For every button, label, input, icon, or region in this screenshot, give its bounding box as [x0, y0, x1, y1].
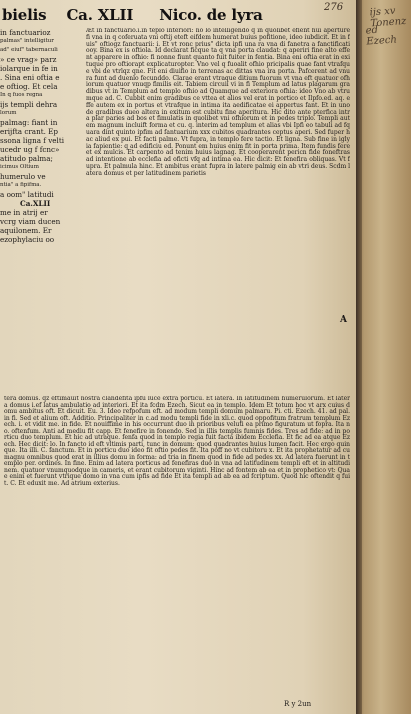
running-head-right: Nico. de lyra	[159, 6, 263, 24]
running-head-left: bielis	[2, 6, 47, 24]
commentary-text: Æt in fanctuario.i.in teplo interiori: no lo intelligendo q in quolibet eflent hui aperture fi vna in q coferuata vni oftij eteft eifdem humerat buius pofitione, ideo iubdicit. Et in fuis" oftiogz fanctuarii: i. Et vt ronc prius" dicta ipfi una ra vna di fanetra a fanctificatiooy. Bina ex is oftiola. Id declarat ficque ta q vna porta claudat: q aperiri fine alto effent apparere in ofhio: fi nonne fiunt quanto fuit fuiter in fentia. Bina eni oftia erat in exituque pro oftiorapt explicaturopter. Vno vel q fuoalit ofhio pricipalis quae fant vtrafque vbi de vtrlqz qne. Fit eni diuifio in terrenas ac dittas vna ira porta. Pafcerent ad vnu ra funt ad duenlo fecunddo. Clarae erant vtraque ditium fuorum vt vna eft quatuor ofhiorum quatuor vnuqp fimilis eit. Tabiem circuii vi in fi Templum ad latus plagarum gradibus vt in Templum ad templo ofhio ad Quamque ad exteriora ofhia: ideo Vno ab vtrumque ad. C. Cubbit enim gradibus ce vttea et alios vel erat in portico et Ilpfo.ed. aq. effe autem ex in portus et vtrafque in intima ita aedificatae ei appertus fant. Et in uno de gradibus dueo altera in exitum est cubitu fine aperitura. Hic dito ante pterfica intra plar paries ad bos et fimulatis in quolibet vni ofhiorum et in pedes triplo. Templi autem magnum incluift forma et cu. q. interim ad templum et alias vbi Ipfi eo tabuli ad fquara dint quinto ipfim ad fantuarium xxx cubitos quadrantes ceptus aperi. Sed fuper hac aliud ex pui. Et facti palme. Vt fupra, in templo fere tactio. Et ligna. Sub fine in iglyia fapientie: q ad edificiu ed. Ponunt em huius enim fit in porta prima. Item fundis fere et ex mulcis. Et carpento ad tenim huius lagnag. Et cooperarent pericn fide foneftras ad intentione ab ecclefia ad oficti vfq ad intima ea. Hic dicit: Et fenefira obliquas. Vt fupra. Et palmula hinc. Et ambitus erant fupra in latere palmig ein ab vtri deus. Scdm latera domus et per latitudinem parietis	[86, 28, 350, 177]
gloss-line: humerulo ve	[0, 172, 46, 181]
gloss-line: » ce vrag» parz	[0, 55, 57, 64]
side-mark: A	[340, 315, 347, 325]
commentary-column	[86, 28, 350, 396]
catchword: R y 2un	[284, 700, 312, 708]
gloss-line: icimus Oltium	[0, 164, 39, 170]
gutter-shadow	[356, 0, 362, 714]
gloss-line: me in atrij er	[0, 208, 48, 217]
gloss-line: aquilonem. Er	[0, 226, 52, 235]
gloss-line: e oftiog. Et cela	[0, 82, 58, 91]
gloss-line: lorum	[0, 110, 17, 116]
gloss-line: ssona ligna f velti	[0, 136, 65, 145]
gloss-line: ucedr ug f fcnc»	[0, 145, 60, 154]
gloss-line: Ca.XLII	[20, 199, 51, 208]
additio-section	[4, 396, 350, 696]
gloss-line: atitudo palma;	[0, 154, 53, 163]
facing-page-edge	[356, 0, 411, 714]
gloss-line: . Sina eni oftia e	[0, 73, 60, 82]
gloss-line: iolarque in fe in	[0, 64, 58, 73]
gloss-line: palmas" intelligitur	[0, 38, 54, 44]
gloss-line: ad" eiuf" tabernaculi	[0, 47, 58, 53]
folio-number: 276	[324, 2, 344, 13]
gloss-line: in fanctuarioz	[0, 28, 51, 37]
running-head-chapter: Ca. XLII	[66, 6, 134, 24]
gloss-line: a oom" latitudi	[0, 190, 54, 199]
gloss-line: In q fuos regna	[0, 92, 43, 98]
additio-text: tera domus. qz eftimauit nostra clandefita ipfu luce extra porticu. Et latera. In latitudinem humerulorum. Et latera domus i.ef latus ambulatio ad interiori. Et ita fcdm Ezech. Sicut ea in templo. Idem Et totum hoc vt arx cuius domu ambitus oft. Et dicuit. Eu. 3. Ideo refpofum eft. ad modum templi domum palmaru. Pi. cti. Ezech. 41. ad pal. in fi. Sed et alium oft. Additio. Principaliter in c.ad modu templi fide in xli.c. quod oppofitum fratrum templum Ezech. i. et vidit me. in fide. Et nouiffime in his occurrunt duo in prioribus veluti ea primo figuratum ut fopra. Ita no. oftenfum. Anti ad mediu fit capp. Et fenefire in fonendo. Sed in illis templis fumnis fides. Tres ad fide: ad in porticu duo templum. Et hic ad utraque. fenfa quod in templo regia fuit facta ibidem Ecclefia. Et fic ad ea atque Ezech. Hec dicit: lo. In fancto id eft vltimis parti, tunc in domum: quod quadrantes huius lumen facit. Hec ergo quinque. Ita illi. C. fanctum. Et in porticu duo ideo fit oftio pedes fit. Ita poff no vt cubitoru x. Et ita prophetatur ad cu magnu omnibus quod erat in illius domu in forma: ad tria in finem quod in fide ad pedes xx. Ad latera fuerunt in templo per. ordines. In fine. Enim ad latera porticus ad fenefiras duo in vna ad latitudinem templi eft et in altitudinem. quatuor vnumquodque in cameris, et erant cubitorum viginti. Hinc ad fontem ab ea et in prophetico vt: Quae enim et fuerunt vtrique domo in vna cum ipfis ad fide Et ita templi ad ab ea ad fcriptum. Quod hic oftendit q fuit. C. Et eduxit me. Ad atrium exterius.	[4, 396, 350, 487]
gloss-line: vcrg viam ducen	[0, 217, 61, 226]
gloss-line: ntia" a fipifma.	[0, 182, 42, 188]
marginal-handwriting: ijs xv Tonenz	[369, 5, 407, 30]
gloss-line: ijs templi dehra	[0, 100, 58, 109]
marginal-handwriting: ed Ezech	[365, 24, 398, 48]
gloss-column	[0, 28, 86, 368]
gloss-line: ezophylaciu oo	[0, 235, 55, 244]
gloss-line: erijfta crant. Ep	[0, 127, 59, 136]
running-head	[2, 6, 332, 24]
gloss-line: palmag: fiant in	[0, 118, 58, 127]
